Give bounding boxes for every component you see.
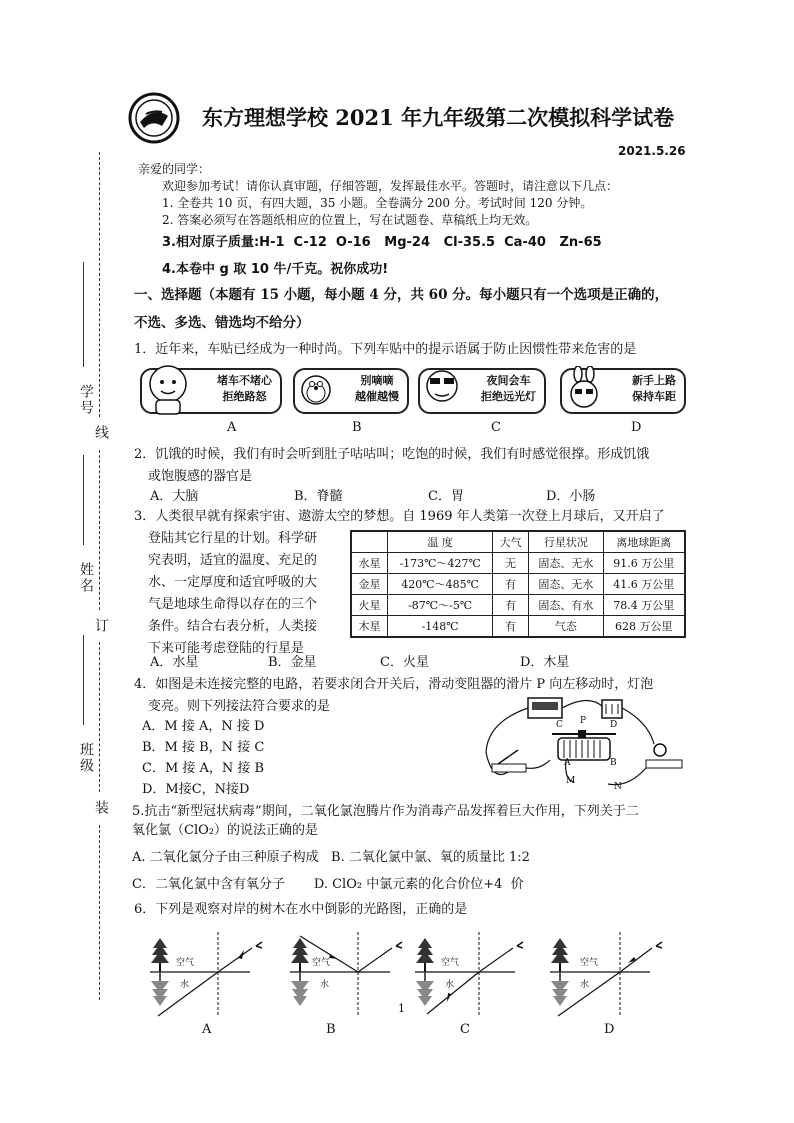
q3-line-2: 究表明，适宜的温度、充足的: [148, 553, 318, 568]
page-number: 1: [398, 1002, 405, 1015]
binding-line-bottom: [99, 825, 100, 1000]
q3-line-3: 水、一定厚度和适宜呼吸的大: [148, 575, 318, 590]
q3-line-4: 气是地球生命得以存在的三个: [148, 597, 318, 612]
q2-stem: 2．饥饿的时候，我们有时会听到肚子咕咕叫；吃饱的时候，我们有时感觉很撑。形成饥饿: [134, 447, 650, 462]
rabbit-icon: [566, 366, 602, 412]
q5-stem: 5.抗击“新型冠状病毒”期间，二氧化氯泡腾片作为消毒产品发挥着巨大作用，下列关于二: [132, 804, 639, 819]
q4-option-a: A．M 接 A，N 接 D: [142, 719, 265, 734]
binding-line-top: [99, 152, 100, 417]
name-label: 姓名: [78, 562, 94, 594]
ray-a-air-label: 空气: [176, 958, 195, 968]
sticker-d-letter: D: [631, 420, 642, 435]
ray-d-water-label: 水: [580, 980, 590, 990]
sticker-b-text: 别嘀嘀 越催越慢: [355, 374, 399, 403]
q6-stem: 6．下列是观察对岸的树木在水中倒影的光路图，正确的是: [134, 902, 468, 917]
binding-line-low: [99, 642, 100, 792]
q3-option-a: A．水星: [150, 655, 199, 670]
margin-zhuang: 装: [93, 800, 109, 816]
q3-line-6: 下来可能考虑登陆的行星是: [148, 641, 305, 656]
terminal-b: B: [610, 758, 617, 768]
notice-item-2: 2. 答案必须写在答题纸相应的位置上，写在试题卷、草稿纸上均无效。: [162, 213, 538, 227]
terminal-d: D: [610, 720, 618, 730]
q1-stem: 1．近年来，车贴已经成为一种时尚。下列车贴中的提示语属于防止因惯性带来危害的是: [134, 342, 637, 357]
school-logo: [128, 92, 180, 144]
q4-option-d: D．M接C，N接D: [142, 782, 250, 797]
sunglasses-face-icon: [422, 364, 462, 408]
binding-line-mid: [99, 450, 100, 610]
table-row: 水星 -173℃～427℃ 无 固态、无水 91.6 万公里: [351, 553, 685, 574]
q2-option-a: A．大脑: [150, 489, 199, 504]
section1-heading-cont: 不选、多选、错选均不给分）: [134, 315, 310, 331]
notice-item-4: 4.本卷中 g 取 10 牛/千克。祝你成功!: [162, 262, 389, 277]
planet-table: [350, 530, 686, 638]
q3-option-c: C．火星: [380, 655, 429, 670]
notice-greeting: 亲爱的同学：: [138, 162, 211, 176]
exam-date: 2021.5.26: [618, 144, 686, 158]
planet-table-header: 温 度 大气 行星状况 离地球距离: [351, 531, 685, 553]
ray-a-water-label: 水: [180, 980, 190, 990]
q2-stem-cont: 或饱腹感的器官是: [148, 469, 253, 484]
q4-option-b: B．M 接 B，N 接 C: [142, 740, 265, 755]
q5-options-ab: A. 二氧化氯分子由三种原子构成 B. 二氧化氯中氯、氧的质量比 1:2: [132, 850, 530, 865]
table-row: 金星 420℃～485℃ 有 固态、无水 41.6 万公里: [351, 574, 685, 595]
section1-heading: 一、选择题（本题有 15 小题，每小题 4 分，共 60 分。每小题只有一个选项是正确的，: [134, 287, 669, 303]
wire-n: N: [614, 782, 622, 792]
sticker-c-letter: C: [491, 420, 501, 435]
ray-d-air-label: 空气: [580, 958, 599, 968]
student-id-underline: [83, 262, 84, 367]
sticker-c-text: 夜间会车 拒绝远光灯: [481, 374, 536, 403]
ray-diagram-d: [540, 928, 670, 1020]
sticker-c: [418, 368, 546, 414]
q4-stem: 4．如图是未连接完整的电路，若要求闭合开关后，滑动变阻器的滑片 P 向左移动时，灯泡: [134, 677, 654, 692]
sticker-b: [293, 368, 409, 414]
q4-option-c: C．M 接 A，N 接 B: [142, 761, 265, 776]
class-label: 班级: [78, 742, 94, 774]
ray-c-water-label: 水: [445, 980, 455, 990]
ray-b-air-label: 空气: [312, 958, 331, 968]
sticker-b-letter: B: [352, 420, 362, 435]
ray-diagram-b: [280, 928, 410, 1020]
sticker-a-letter: A: [227, 420, 237, 435]
table-row: 木星 -148℃ 有 气态 628 万公里: [351, 616, 685, 638]
exam-title: 东方理想学校 2021 年九年级第二次模拟科学试卷: [202, 105, 675, 130]
ray-diagram-c: [405, 928, 535, 1020]
ray-letter-d: D: [604, 1022, 615, 1037]
q2-option-c: C．胃: [428, 489, 464, 504]
student-id-label: 学号: [78, 384, 94, 416]
q3-line-1: 登陆其它行星的计划。科学研: [148, 531, 318, 546]
q2-option-d: D．小肠: [546, 489, 596, 504]
notice-intro: 欢迎参加考试！请你认真审题，仔细答题，发挥最佳水平。答题时，请注意以下几点：: [162, 179, 619, 193]
terminal-a: A: [564, 758, 571, 768]
circuit-diagram: [478, 692, 694, 804]
terminal-c: C: [556, 720, 563, 730]
q3-line-5: 条件。结合右表分析，人类接: [148, 619, 318, 634]
class-underline: [83, 635, 84, 725]
q5-options-cd: C．二氧化氯中含有氧分子 D. ClO₂ 中氯元素的化合价位+4 价: [132, 877, 524, 892]
sticker-a-text: 堵车不堵心 拒绝路怒: [217, 374, 272, 403]
name-underline: [83, 455, 84, 545]
q4-stem-cont: 变亮。则下列接法符合要求的是: [148, 699, 331, 714]
sticker-d: [560, 368, 686, 414]
ray-c-air-label: 空气: [441, 958, 460, 968]
ray-letter-a: A: [202, 1022, 212, 1037]
q2-option-b: B．脊髓: [294, 489, 343, 504]
ray-letter-b: B: [326, 1022, 336, 1037]
table-row: 火星 -87℃～-5℃ 有 固态、有水 78.4 万公里: [351, 595, 685, 616]
sticker-d-text: 新手上路 保持车距: [632, 374, 676, 403]
notice-item-3: 3.相对原子质量:H-1 C-12 O-16 Mg-24 Cl-35.5 Ca-40 Zn-65: [162, 235, 602, 250]
ray-letter-c: C: [460, 1022, 470, 1037]
doraemon-icon: [299, 373, 333, 407]
baby-face-icon: [144, 362, 192, 416]
notice-item-1: 1. 全卷共 10 页，有四大题，35 小题。全卷满分 200 分。考试时间 120 分钟。: [162, 196, 593, 210]
q3-stem: 3．人类很早就有探索宇宙、遨游太空的梦想。自 1969 年人类第一次登上月球后，又开启了: [134, 509, 665, 524]
sticker-a: [140, 368, 282, 414]
terminal-p: P: [580, 716, 587, 726]
ray-diagram-a: [140, 928, 270, 1020]
wire-m: M: [566, 776, 576, 786]
margin-xian: 线: [93, 425, 109, 441]
margin-ding: 订: [93, 618, 109, 634]
q3-option-b: B．金星: [268, 655, 317, 670]
q3-option-d: D．木星: [520, 655, 570, 670]
ray-b-water-label: 水: [320, 980, 330, 990]
q5-stem-cont: 氧化氯（ClO₂）的说法正确的是: [132, 823, 318, 838]
